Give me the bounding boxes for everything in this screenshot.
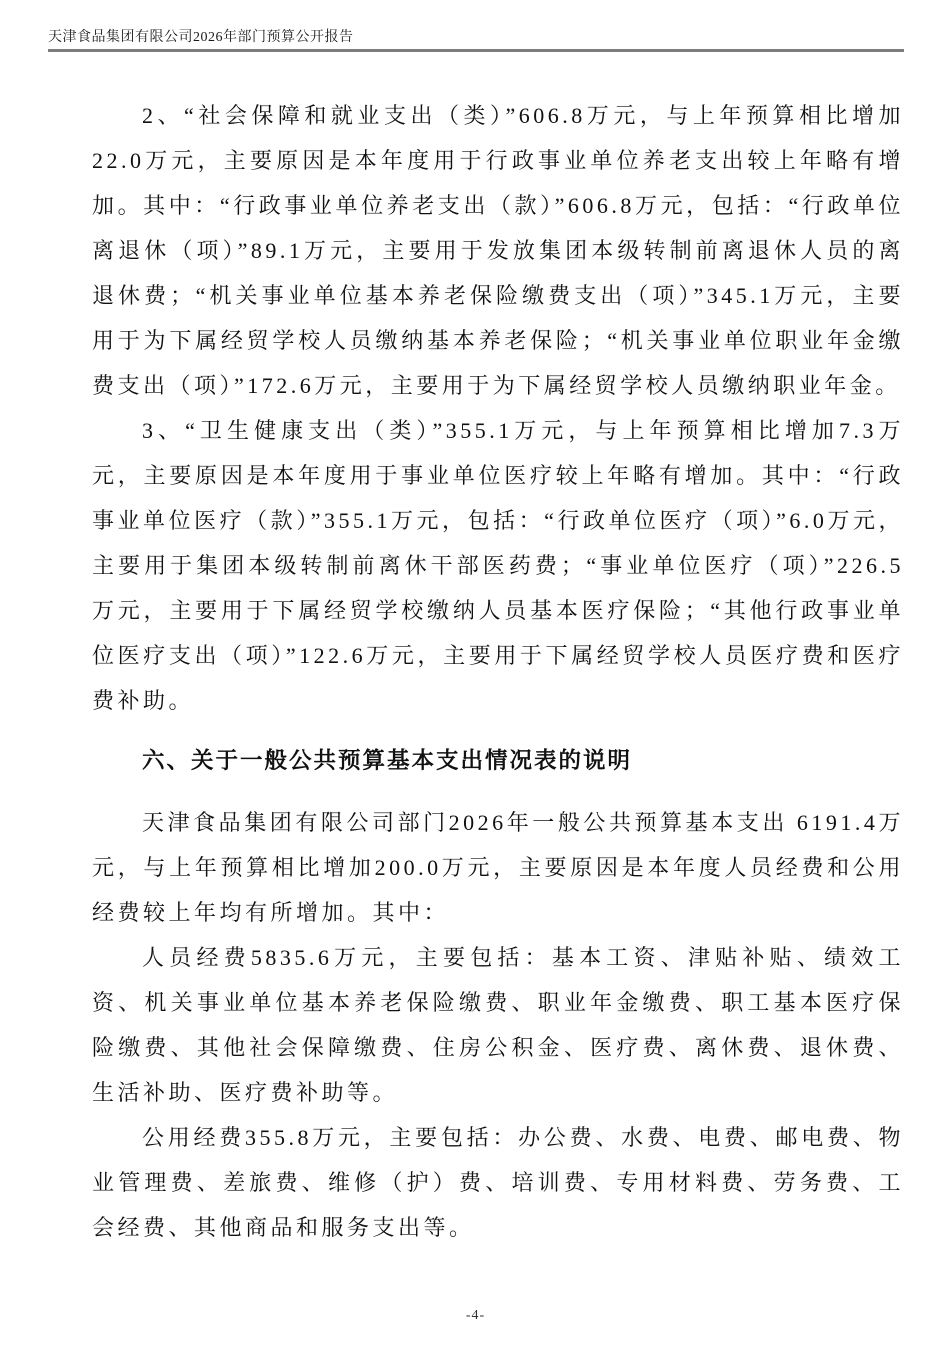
paragraph-basic-expenditure-total: 天津食品集团有限公司部门2026年一般公共预算基本支出 6191.4万元，与上年预算相比增加200.0万元，主要原因是本年度人员经费和公用经费较上年均有所增加。其中： [92,810,904,925]
section-heading-basic-expenditure: 六、关于一般公共预算基本支出情况表的说明 [142,748,633,773]
report-title: 天津食品集团有限公司2026年部门预算公开报告 [48,30,354,45]
page-footer [0,1308,951,1324]
paragraph-personnel-funds: 人员经费5835.6万元，主要包括：基本工资、津贴补贴、绩效工资、机关事业单位基本养老保险缴费、职业年金缴费、职工基本医疗保险缴费、其他社会保障缴费、住房公积金、医疗费、离休费、退休费、生活补助、医疗费补助等。 [92,945,904,1105]
paragraph-public-funds: 公用经费355.8万元，主要包括：办公费、水费、电费、邮电费、物业管理费、差旅费、维修（护）费、培训费、专用材料费、劳务费、工会经费、其他商品和服务支出等。 [92,1125,904,1240]
header-divider [48,49,904,52]
document-body [92,93,904,1250]
paragraph-health-expenditure: 3、“卫生健康支出（类）”355.1万元，与上年预算相比增加7.3万元，主要原因是本年度用于事业单位医疗较上年略有增加。其中：“行政事业单位医疗（款）”355.1万元，包括：“行政单位医疗（项）”6.0万元，主要用于集团本级转制前离休干部医药费；“事业单位医疗（项）”226.5万元，主要用于下属经贸学校缴纳人员基本医疗保险；“其他行政事业单位医疗支出（项）”122.6万元，主要用于下属经贸学校人员医疗费和医疗费补助。 [92,418,904,713]
paragraph-social-security-expenditure: 2、“社会保障和就业支出（类）”606.8万元，与上年预算相比增加22.0万元，主要原因是本年度用于行政事业单位养老支出较上年略有增加。其中：“行政事业单位养老支出（款）”606.8万元，包括：“行政单位离退休（项）”89.1万元，主要用于发放集团本级转制前离退休人员的离退休费；“机关事业单位基本养老保险缴费支出（项）”345.1万元，主要用于为下属经贸学校人员缴纳基本养老保险；“机关事业单位职业年金缴费支出（项）”172.6万元，主要用于为下属经贸学校人员缴纳职业年金。 [92,103,904,398]
page-number: -4- [465,1308,486,1323]
